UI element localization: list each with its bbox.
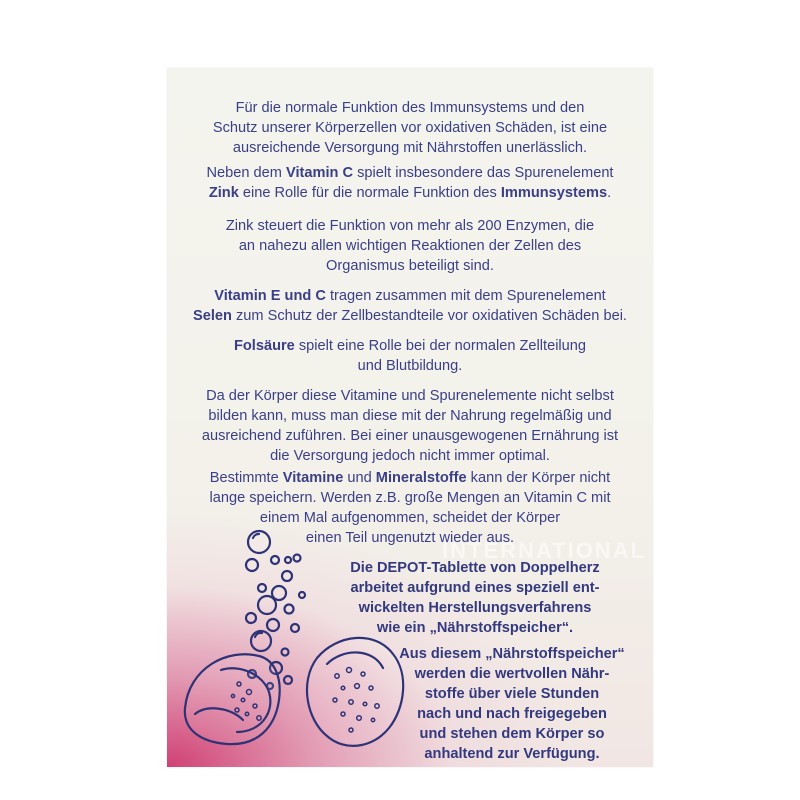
bold-term: Vitamin C: [286, 165, 354, 181]
text-segment: bilden kann, muss man diese mit der Nahrung regelmäßig und: [208, 408, 612, 424]
text-segment: Zink steuert die Funktion von mehr als 200 Enzymen, die: [225, 218, 595, 234]
bold-term: Vitamin E und C: [214, 288, 326, 304]
text-segment: spielt eine Rolle bei der normalen Zellteilung: [294, 338, 587, 354]
text-segment: und Blutbildung.: [357, 358, 463, 374]
watermark: INTERNATIONAL: [442, 538, 647, 563]
text-segment: Für die normale Funktion des Immunsystems und den: [235, 100, 585, 116]
bold-term: Immunsystems: [500, 185, 608, 201]
nutrient-store-block: [377, 644, 647, 764]
text-line: Die DEPOT-Tablette von Doppelherz: [350, 560, 600, 576]
text-line: stoffe über viele Stunden: [424, 686, 600, 702]
text-line: wickelten Herstellungsverfahrens: [358, 600, 592, 616]
text-segment: Neben dem: [206, 165, 287, 181]
text-segment: einem Mal aufgenommen, scheidet der Körper: [259, 510, 561, 526]
text-segment: und: [343, 470, 376, 486]
text-segment: an nahezu allen wichtigen Reaktionen der Zellen des: [238, 238, 582, 254]
text-line: arbeitet aufgrund eines speziell ent-: [350, 580, 600, 596]
text-line: anhaltend zur Verfügung.: [424, 746, 600, 762]
text-segment: zum Schutz der Zellbestandteile vor oxidativen Schäden bei.: [231, 308, 627, 324]
leaflet-page: [167, 68, 653, 767]
text-segment: eine Rolle für die normale Funktion des: [238, 185, 501, 201]
text-segment: ausreichende Versorgung mit Nährstoffen unerlässlich.: [232, 140, 588, 156]
text-segment: ausreichend zuführen. Bei einer unausgewogenen Ernährung ist: [201, 428, 619, 444]
text-segment: Da der Körper diese Vitamine und Spurenelemente nicht selbst: [206, 388, 614, 404]
text-line: Aus diesem „Nährstoffspeicher“: [399, 646, 625, 662]
bold-term: Vitamine: [282, 470, 344, 486]
text-segment: Schutz unserer Körperzellen vor oxidativen Schäden, ist eine: [212, 120, 608, 136]
text-line: wie ein „Nährstoffspeicher“.: [376, 620, 574, 636]
text-segment: die Versorgung jedoch nicht immer optimal.: [270, 448, 550, 464]
text-segment: tragen zusammen mit dem Spurenelement: [325, 288, 606, 304]
text-line: nach und nach freigegeben: [417, 706, 607, 722]
text-line: und stehen dem Körper so: [419, 726, 605, 742]
text-segment: einen Teil ungenutzt wieder aus.: [305, 530, 515, 546]
bold-term: Mineralstoffe: [375, 470, 467, 486]
text-segment: kann der Körper nicht: [466, 470, 611, 486]
depot-info-block: [315, 558, 635, 638]
bold-term: Folsäure: [233, 338, 295, 354]
text-line: werden die wertvollen Nähr-: [414, 666, 610, 682]
text-segment: .: [607, 185, 612, 201]
text-segment: spielt insbesondere das Spurenelement: [353, 165, 614, 181]
text-segment: lange speichern. Werden z.B. große Mengen an Vitamin C mit: [209, 490, 611, 506]
bold-term: Zink: [208, 185, 239, 201]
bold-term: Selen: [192, 308, 232, 324]
text-segment: Organismus beteiligt sind.: [326, 258, 494, 274]
text-segment: Bestimmte: [209, 470, 283, 486]
